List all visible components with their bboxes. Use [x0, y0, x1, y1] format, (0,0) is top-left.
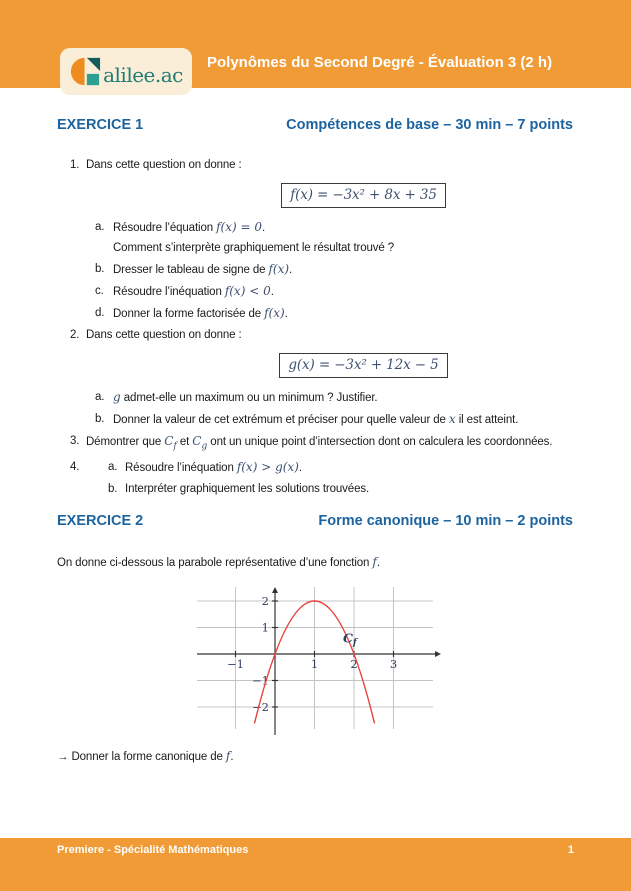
- exercise1-heading-row: [57, 117, 573, 133]
- exercise-item: [0, 457, 631, 478]
- item-label: b.: [95, 413, 105, 425]
- inline-math: f(x): [264, 306, 285, 320]
- item-text: g admet-elle un maximum ou un minimum ? Justifier.: [113, 390, 378, 404]
- svg-text:1: 1: [261, 620, 269, 635]
- exercise1-label: EXERCICE 1: [57, 117, 144, 133]
- parabola-graph: [193, 585, 445, 743]
- inline-math: f(x): [268, 262, 290, 276]
- footer-course-label: Premiere - Spécialité Mathématiques: [57, 844, 249, 856]
- item-label: 2.: [70, 329, 80, 341]
- exercise-item: [0, 409, 631, 430]
- exercise-item: [0, 281, 631, 302]
- exercise2-intro: On donne ci-dessous la parabole représentative d’une fonction f.: [57, 555, 380, 569]
- exercise-item: [0, 259, 631, 280]
- item-text: Démontrer que $C_f$ et $C_g$ ont un unique point d’intersection dont on calculera les coordonnées.: [86, 434, 553, 452]
- footer-band: [0, 838, 631, 891]
- item-label: a.: [95, 221, 105, 233]
- exercise-item: [0, 479, 631, 499]
- inline-math: f(x) > g(x): [236, 460, 299, 475]
- exercise-item: [0, 431, 631, 456]
- footer-page-number: 1: [567, 844, 574, 856]
- item-text: Dresser le tableau de signe de f(x).: [113, 262, 293, 276]
- logo-badge: [60, 48, 192, 95]
- formula-box: f(x) = −3x² + 8x + 35: [281, 183, 446, 208]
- item-label: d.: [95, 307, 105, 319]
- header-band: [0, 0, 631, 88]
- item-label: b.: [108, 483, 118, 496]
- svg-text:2: 2: [261, 594, 269, 608]
- inline-math: f(x) < 0: [224, 284, 271, 298]
- svg-text:1: 1: [310, 657, 319, 671]
- svg-text:3: 3: [389, 657, 398, 671]
- inline-math: f(x) = 0: [216, 220, 262, 234]
- inline-math: x: [448, 412, 456, 426]
- item-text: Résoudre l’inéquation f(x) > g(x).: [125, 460, 302, 475]
- item-text: Dans cette question on donne :: [86, 159, 242, 171]
- item-text: Dans cette question on donne :: [86, 329, 242, 341]
- item-text: Résoudre l’inéquation f(x) < 0.: [113, 284, 274, 298]
- exercise-item: [0, 155, 631, 175]
- svg-text:−1: −1: [252, 673, 269, 688]
- exercise2-conclusion: → Donner la forme canonique de f.: [57, 749, 234, 763]
- item-text: Résoudre l’équation f(x) = 0. Comment s’interprète graphiquement le résultat trouvé ?: [113, 220, 395, 254]
- svg-text:−1: −1: [227, 657, 244, 671]
- exercise2-subtitle: Forme canonique – 10 min – 2 points: [318, 513, 573, 529]
- exercise-item: [0, 217, 631, 258]
- item-text: Donner la valeur de cet extrémum et préciser pour quelle valeur de x il est atteint.: [113, 412, 519, 426]
- svg-text:2: 2: [350, 657, 358, 671]
- item-label: c.: [95, 285, 104, 297]
- inline-math: f: [372, 555, 377, 569]
- logo-g-icon: [69, 54, 101, 90]
- formula-box: g(x) = −3x² + 12x − 5: [279, 353, 447, 378]
- item-label: a.: [95, 391, 105, 403]
- item-text: Interpréter graphiquement les solutions trouvées.: [125, 483, 370, 496]
- item-label: 3.: [70, 435, 80, 447]
- curve-label: $C_f$: [342, 630, 357, 648]
- inline-math: $C_f$: [164, 434, 177, 452]
- exercise1-body: [0, 154, 631, 499]
- svg-text:−2: −2: [252, 700, 269, 714]
- exercise-item: [0, 303, 631, 324]
- formula-row: [0, 353, 631, 378]
- exercise-item: [0, 325, 631, 345]
- formula-row: [0, 183, 631, 208]
- item-label: 1.: [70, 159, 80, 171]
- inline-math: f: [225, 749, 231, 763]
- inline-math: $C_g$: [192, 434, 208, 452]
- item-text: Donner la forme factorisée de f(x).: [113, 306, 288, 320]
- item-label: b.: [95, 263, 105, 275]
- logo-text: alilee.ac: [103, 62, 183, 87]
- exercise-item: [0, 387, 631, 408]
- item-label: 4.: [70, 461, 80, 474]
- inline-math: g: [113, 390, 121, 404]
- exercise2-label: EXERCICE 2: [57, 513, 144, 529]
- exercise2-heading-row: [57, 513, 573, 529]
- exercise1-subtitle: Compétences de base – 30 min – 7 points: [286, 117, 573, 133]
- document-title: Polynômes du Second Degré - Évaluation 3 (2 h): [207, 54, 553, 71]
- item-sublabel: a.: [108, 461, 118, 474]
